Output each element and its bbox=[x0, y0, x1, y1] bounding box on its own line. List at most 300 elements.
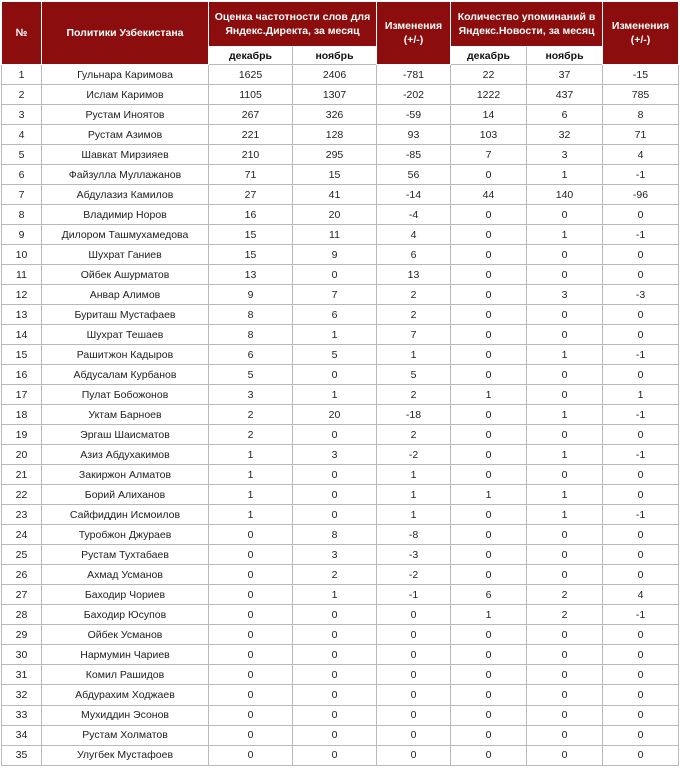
cell-number: 8 bbox=[2, 205, 42, 225]
cell-direct-dec: 0 bbox=[209, 585, 293, 605]
cell-news-dec: 0 bbox=[451, 645, 527, 665]
cell-politician-name: Файзулла Муллажанов bbox=[42, 165, 209, 185]
cell-politician-name: Ойбек Усманов bbox=[42, 625, 209, 645]
table-row bbox=[2, 745, 679, 765]
cell-news-nov: 437 bbox=[527, 85, 603, 105]
table-row bbox=[2, 505, 679, 525]
cell-news-dec: 14 bbox=[451, 105, 527, 125]
cell-news-dec: 0 bbox=[451, 365, 527, 385]
table-row bbox=[2, 545, 679, 565]
cell-change2: 0 bbox=[603, 245, 679, 265]
col-change1-header: Изменения (+/-) bbox=[377, 2, 451, 65]
table-body bbox=[2, 65, 679, 766]
table-row bbox=[2, 685, 679, 705]
cell-news-dec: 1 bbox=[451, 485, 527, 505]
cell-direct-dec: 15 bbox=[209, 225, 293, 245]
table-row bbox=[2, 145, 679, 165]
cell-change2: 0 bbox=[603, 565, 679, 585]
cell-change2: 0 bbox=[603, 705, 679, 725]
cell-politician-name: Мухиддин Эсонов bbox=[42, 705, 209, 725]
cell-direct-nov: 2 bbox=[293, 565, 377, 585]
cell-change2: 0 bbox=[603, 525, 679, 545]
cell-number: 33 bbox=[2, 705, 42, 725]
table-row bbox=[2, 405, 679, 425]
cell-news-nov: 2 bbox=[527, 585, 603, 605]
table-row bbox=[2, 285, 679, 305]
cell-news-nov: 0 bbox=[527, 265, 603, 285]
cell-politician-name: Баходир Юсупов bbox=[42, 605, 209, 625]
cell-news-dec: 1 bbox=[451, 605, 527, 625]
cell-number: 9 bbox=[2, 225, 42, 245]
col-direct-group-header: Оценка частотности слов для Яндекс.Директа, за месяц bbox=[209, 2, 377, 47]
cell-number: 14 bbox=[2, 325, 42, 345]
cell-direct-dec: 1625 bbox=[209, 65, 293, 85]
cell-direct-nov: 326 bbox=[293, 105, 377, 125]
cell-news-dec: 0 bbox=[451, 165, 527, 185]
cell-news-dec: 0 bbox=[451, 465, 527, 485]
cell-news-dec: 0 bbox=[451, 545, 527, 565]
table-row bbox=[2, 365, 679, 385]
subheader-direct-dec: декабрь bbox=[209, 47, 293, 65]
cell-politician-name: Дилором Ташмухамедова bbox=[42, 225, 209, 245]
cell-news-nov: 37 bbox=[527, 65, 603, 85]
cell-change1: -4 bbox=[377, 205, 451, 225]
cell-change1: 13 bbox=[377, 265, 451, 285]
cell-politician-name: Рашитжон Кадыров bbox=[42, 345, 209, 365]
cell-direct-nov: 1 bbox=[293, 385, 377, 405]
cell-direct-dec: 1 bbox=[209, 445, 293, 465]
cell-number: 5 bbox=[2, 145, 42, 165]
cell-politician-name: Закиржон Алматов bbox=[42, 465, 209, 485]
cell-direct-dec: 0 bbox=[209, 705, 293, 725]
cell-direct-nov: 0 bbox=[293, 725, 377, 745]
cell-direct-nov: 6 bbox=[293, 305, 377, 325]
cell-news-dec: 0 bbox=[451, 205, 527, 225]
cell-change2: 71 bbox=[603, 125, 679, 145]
cell-change2: -1 bbox=[603, 345, 679, 365]
cell-direct-nov: 3 bbox=[293, 545, 377, 565]
cell-change1: 6 bbox=[377, 245, 451, 265]
cell-news-nov: 2 bbox=[527, 605, 603, 625]
cell-number: 17 bbox=[2, 385, 42, 405]
cell-direct-dec: 267 bbox=[209, 105, 293, 125]
cell-change1: -202 bbox=[377, 85, 451, 105]
cell-news-dec: 0 bbox=[451, 525, 527, 545]
table-row bbox=[2, 245, 679, 265]
cell-change1: 2 bbox=[377, 305, 451, 325]
cell-direct-dec: 5 bbox=[209, 365, 293, 385]
cell-news-nov: 140 bbox=[527, 185, 603, 205]
table-row bbox=[2, 165, 679, 185]
cell-change1: 2 bbox=[377, 385, 451, 405]
cell-direct-dec: 13 bbox=[209, 265, 293, 285]
cell-change2: 0 bbox=[603, 665, 679, 685]
table-row bbox=[2, 445, 679, 465]
cell-number: 26 bbox=[2, 565, 42, 585]
cell-number: 16 bbox=[2, 365, 42, 385]
cell-news-nov: 0 bbox=[527, 325, 603, 345]
cell-change2: -3 bbox=[603, 285, 679, 305]
cell-direct-dec: 1 bbox=[209, 485, 293, 505]
table-row bbox=[2, 725, 679, 745]
cell-change2: 8 bbox=[603, 105, 679, 125]
cell-politician-name: Анвар Алимов bbox=[42, 285, 209, 305]
cell-politician-name: Шавкат Мирзияев bbox=[42, 145, 209, 165]
cell-change2: 0 bbox=[603, 645, 679, 665]
cell-news-dec: 0 bbox=[451, 305, 527, 325]
cell-direct-nov: 0 bbox=[293, 645, 377, 665]
cell-politician-name: Уктам Барноев bbox=[42, 405, 209, 425]
cell-number: 7 bbox=[2, 185, 42, 205]
cell-direct-nov: 0 bbox=[293, 745, 377, 765]
cell-change1: 0 bbox=[377, 745, 451, 765]
cell-news-dec: 0 bbox=[451, 405, 527, 425]
cell-politician-name: Туробжон Джураев bbox=[42, 525, 209, 545]
cell-number: 15 bbox=[2, 345, 42, 365]
cell-number: 6 bbox=[2, 165, 42, 185]
cell-politician-name: Ахмад Усманов bbox=[42, 565, 209, 585]
cell-news-dec: 1 bbox=[451, 385, 527, 405]
cell-change2: 0 bbox=[603, 745, 679, 765]
cell-news-dec: 0 bbox=[451, 345, 527, 365]
cell-direct-dec: 2 bbox=[209, 405, 293, 425]
cell-news-nov: 0 bbox=[527, 705, 603, 725]
cell-change1: 0 bbox=[377, 605, 451, 625]
cell-change1: -59 bbox=[377, 105, 451, 125]
cell-direct-nov: 0 bbox=[293, 605, 377, 625]
cell-news-nov: 0 bbox=[527, 645, 603, 665]
cell-direct-dec: 1105 bbox=[209, 85, 293, 105]
cell-number: 30 bbox=[2, 645, 42, 665]
cell-news-nov: 0 bbox=[527, 245, 603, 265]
cell-news-dec: 6 bbox=[451, 585, 527, 605]
cell-politician-name: Шухрат Тешаев bbox=[42, 325, 209, 345]
cell-politician-name: Абдулазиз Камилов bbox=[42, 185, 209, 205]
cell-news-nov: 0 bbox=[527, 205, 603, 225]
cell-news-dec: 0 bbox=[451, 285, 527, 305]
cell-change2: 785 bbox=[603, 85, 679, 105]
cell-change2: 0 bbox=[603, 685, 679, 705]
cell-news-nov: 6 bbox=[527, 105, 603, 125]
cell-change2: 0 bbox=[603, 325, 679, 345]
cell-number: 24 bbox=[2, 525, 42, 545]
cell-change1: -781 bbox=[377, 65, 451, 85]
cell-change1: 5 bbox=[377, 365, 451, 385]
cell-change1: 2 bbox=[377, 425, 451, 445]
cell-change2: -1 bbox=[603, 225, 679, 245]
cell-news-nov: 1 bbox=[527, 345, 603, 365]
cell-politician-name: Рустам Тухтабаев bbox=[42, 545, 209, 565]
cell-change2: 1 bbox=[603, 385, 679, 405]
cell-direct-dec: 0 bbox=[209, 645, 293, 665]
cell-number: 27 bbox=[2, 585, 42, 605]
cell-politician-name: Ислам Каримов bbox=[42, 85, 209, 105]
cell-news-nov: 3 bbox=[527, 285, 603, 305]
cell-news-dec: 0 bbox=[451, 745, 527, 765]
cell-news-dec: 22 bbox=[451, 65, 527, 85]
cell-politician-name: Комил Рашидов bbox=[42, 665, 209, 685]
cell-politician-name: Абдусалам Курбанов bbox=[42, 365, 209, 385]
cell-news-nov: 0 bbox=[527, 305, 603, 325]
cell-number: 35 bbox=[2, 745, 42, 765]
cell-change1: 1 bbox=[377, 485, 451, 505]
cell-number: 1 bbox=[2, 65, 42, 85]
cell-direct-nov: 1 bbox=[293, 585, 377, 605]
table-row bbox=[2, 125, 679, 145]
cell-news-dec: 0 bbox=[451, 725, 527, 745]
cell-direct-dec: 71 bbox=[209, 165, 293, 185]
cell-news-nov: 32 bbox=[527, 125, 603, 145]
table-row bbox=[2, 625, 679, 645]
cell-change2: 0 bbox=[603, 205, 679, 225]
cell-change2: -1 bbox=[603, 445, 679, 465]
cell-change1: 2 bbox=[377, 285, 451, 305]
table-row bbox=[2, 225, 679, 245]
table-row bbox=[2, 185, 679, 205]
col-change2-header: Изменения (+/-) bbox=[603, 2, 679, 65]
cell-news-dec: 7 bbox=[451, 145, 527, 165]
cell-number: 4 bbox=[2, 125, 42, 145]
subheader-direct-nov: ноябрь bbox=[293, 47, 377, 65]
cell-direct-dec: 210 bbox=[209, 145, 293, 165]
cell-news-nov: 0 bbox=[527, 725, 603, 745]
cell-direct-nov: 2406 bbox=[293, 65, 377, 85]
cell-change2: 0 bbox=[603, 725, 679, 745]
cell-number: 19 bbox=[2, 425, 42, 445]
cell-news-nov: 0 bbox=[527, 685, 603, 705]
cell-number: 3 bbox=[2, 105, 42, 125]
cell-change1: 1 bbox=[377, 505, 451, 525]
cell-change1: 0 bbox=[377, 625, 451, 645]
cell-direct-nov: 295 bbox=[293, 145, 377, 165]
cell-direct-dec: 0 bbox=[209, 665, 293, 685]
cell-direct-nov: 15 bbox=[293, 165, 377, 185]
cell-direct-dec: 1 bbox=[209, 505, 293, 525]
col-politicians-header: Политики Узбекистана bbox=[42, 2, 209, 65]
cell-politician-name: Буриташ Мустафаев bbox=[42, 305, 209, 325]
cell-direct-dec: 2 bbox=[209, 425, 293, 445]
table-row bbox=[2, 705, 679, 725]
cell-news-nov: 0 bbox=[527, 385, 603, 405]
cell-direct-dec: 0 bbox=[209, 685, 293, 705]
cell-politician-name: Рустам Азимов bbox=[42, 125, 209, 145]
table-row bbox=[2, 205, 679, 225]
cell-news-dec: 1222 bbox=[451, 85, 527, 105]
table-row bbox=[2, 605, 679, 625]
cell-change1: 7 bbox=[377, 325, 451, 345]
cell-change2: 0 bbox=[603, 625, 679, 645]
cell-politician-name: Нармумин Чариев bbox=[42, 645, 209, 665]
cell-direct-nov: 0 bbox=[293, 705, 377, 725]
cell-politician-name: Рустам Иноятов bbox=[42, 105, 209, 125]
cell-news-nov: 0 bbox=[527, 365, 603, 385]
cell-change2: -96 bbox=[603, 185, 679, 205]
cell-direct-nov: 0 bbox=[293, 665, 377, 685]
cell-change2: 0 bbox=[603, 545, 679, 565]
table-row bbox=[2, 485, 679, 505]
cell-number: 25 bbox=[2, 545, 42, 565]
cell-direct-nov: 3 bbox=[293, 445, 377, 465]
cell-news-nov: 1 bbox=[527, 485, 603, 505]
cell-direct-dec: 9 bbox=[209, 285, 293, 305]
cell-politician-name: Сайфиддин Исмоилов bbox=[42, 505, 209, 525]
table-row bbox=[2, 665, 679, 685]
table-row bbox=[2, 345, 679, 365]
cell-politician-name: Эргаш Шаисматов bbox=[42, 425, 209, 445]
cell-change1: -1 bbox=[377, 585, 451, 605]
cell-news-nov: 0 bbox=[527, 425, 603, 445]
cell-change1: 1 bbox=[377, 345, 451, 365]
cell-news-dec: 0 bbox=[451, 445, 527, 465]
cell-news-dec: 44 bbox=[451, 185, 527, 205]
subheader-news-dec: декабрь bbox=[451, 47, 527, 65]
cell-change1: -8 bbox=[377, 525, 451, 545]
cell-change1: -14 bbox=[377, 185, 451, 205]
cell-news-dec: 0 bbox=[451, 685, 527, 705]
cell-direct-dec: 3 bbox=[209, 385, 293, 405]
table-header bbox=[2, 2, 679, 65]
cell-politician-name: Шухрат Ганиев bbox=[42, 245, 209, 265]
cell-news-nov: 0 bbox=[527, 525, 603, 545]
cell-news-dec: 0 bbox=[451, 225, 527, 245]
cell-change1: 0 bbox=[377, 725, 451, 745]
cell-direct-nov: 7 bbox=[293, 285, 377, 305]
cell-news-nov: 0 bbox=[527, 665, 603, 685]
cell-news-dec: 103 bbox=[451, 125, 527, 145]
table-row bbox=[2, 265, 679, 285]
table-row bbox=[2, 105, 679, 125]
cell-change1: -18 bbox=[377, 405, 451, 425]
cell-direct-dec: 221 bbox=[209, 125, 293, 145]
cell-change2: 0 bbox=[603, 425, 679, 445]
cell-change1: -2 bbox=[377, 565, 451, 585]
cell-number: 18 bbox=[2, 405, 42, 425]
cell-change1: 0 bbox=[377, 685, 451, 705]
cell-news-nov: 3 bbox=[527, 145, 603, 165]
cell-direct-nov: 1307 bbox=[293, 85, 377, 105]
cell-politician-name: Борий Алиханов bbox=[42, 485, 209, 505]
cell-news-dec: 0 bbox=[451, 265, 527, 285]
cell-politician-name: Ойбек Ашурматов bbox=[42, 265, 209, 285]
cell-news-dec: 0 bbox=[451, 625, 527, 645]
cell-change2: -1 bbox=[603, 505, 679, 525]
cell-politician-name: Гульнара Каримова bbox=[42, 65, 209, 85]
cell-news-nov: 0 bbox=[527, 545, 603, 565]
table-row bbox=[2, 385, 679, 405]
cell-change2: -1 bbox=[603, 405, 679, 425]
cell-change2: 0 bbox=[603, 485, 679, 505]
cell-news-dec: 0 bbox=[451, 665, 527, 685]
table-row bbox=[2, 85, 679, 105]
cell-direct-nov: 5 bbox=[293, 345, 377, 365]
cell-direct-dec: 15 bbox=[209, 245, 293, 265]
cell-number: 29 bbox=[2, 625, 42, 645]
cell-direct-dec: 6 bbox=[209, 345, 293, 365]
cell-change2: 4 bbox=[603, 145, 679, 165]
cell-direct-nov: 8 bbox=[293, 525, 377, 545]
table-row bbox=[2, 565, 679, 585]
cell-direct-nov: 0 bbox=[293, 265, 377, 285]
cell-direct-dec: 0 bbox=[209, 545, 293, 565]
table-row bbox=[2, 645, 679, 665]
cell-number: 22 bbox=[2, 485, 42, 505]
table-row bbox=[2, 585, 679, 605]
cell-direct-dec: 0 bbox=[209, 625, 293, 645]
cell-number: 20 bbox=[2, 445, 42, 465]
cell-direct-dec: 1 bbox=[209, 465, 293, 485]
cell-change2: 0 bbox=[603, 465, 679, 485]
table-row bbox=[2, 325, 679, 345]
cell-direct-nov: 0 bbox=[293, 465, 377, 485]
politicians-table bbox=[1, 1, 679, 766]
cell-change2: 0 bbox=[603, 265, 679, 285]
cell-change1: -3 bbox=[377, 545, 451, 565]
cell-number: 21 bbox=[2, 465, 42, 485]
cell-news-dec: 0 bbox=[451, 325, 527, 345]
cell-direct-dec: 0 bbox=[209, 745, 293, 765]
cell-change1: 0 bbox=[377, 705, 451, 725]
cell-change1: 56 bbox=[377, 165, 451, 185]
cell-number: 23 bbox=[2, 505, 42, 525]
cell-number: 12 bbox=[2, 285, 42, 305]
cell-news-dec: 0 bbox=[451, 505, 527, 525]
cell-direct-nov: 11 bbox=[293, 225, 377, 245]
cell-number: 31 bbox=[2, 665, 42, 685]
cell-news-nov: 1 bbox=[527, 445, 603, 465]
col-number-header: № bbox=[2, 2, 42, 65]
cell-news-nov: 0 bbox=[527, 745, 603, 765]
cell-politician-name: Рустам Холматов bbox=[42, 725, 209, 745]
cell-direct-dec: 0 bbox=[209, 725, 293, 745]
cell-news-dec: 0 bbox=[451, 565, 527, 585]
cell-change2: -15 bbox=[603, 65, 679, 85]
cell-change2: 0 bbox=[603, 365, 679, 385]
cell-news-nov: 0 bbox=[527, 565, 603, 585]
table-row bbox=[2, 65, 679, 85]
table-row bbox=[2, 305, 679, 325]
cell-direct-dec: 8 bbox=[209, 305, 293, 325]
cell-news-nov: 1 bbox=[527, 505, 603, 525]
cell-politician-name: Азиз Абдухакимов bbox=[42, 445, 209, 465]
cell-direct-dec: 0 bbox=[209, 525, 293, 545]
cell-direct-nov: 20 bbox=[293, 405, 377, 425]
cell-change1: -85 bbox=[377, 145, 451, 165]
cell-direct-nov: 41 bbox=[293, 185, 377, 205]
cell-number: 28 bbox=[2, 605, 42, 625]
cell-direct-nov: 1 bbox=[293, 325, 377, 345]
cell-politician-name: Улугбек Мустафоев bbox=[42, 745, 209, 765]
cell-direct-nov: 0 bbox=[293, 425, 377, 445]
cell-politician-name: Владимир Норов bbox=[42, 205, 209, 225]
cell-direct-nov: 0 bbox=[293, 365, 377, 385]
cell-direct-nov: 0 bbox=[293, 685, 377, 705]
cell-news-dec: 0 bbox=[451, 425, 527, 445]
table-row bbox=[2, 425, 679, 445]
cell-change2: -1 bbox=[603, 605, 679, 625]
cell-direct-nov: 128 bbox=[293, 125, 377, 145]
cell-news-nov: 0 bbox=[527, 465, 603, 485]
table-row bbox=[2, 525, 679, 545]
cell-change2: 4 bbox=[603, 585, 679, 605]
cell-news-dec: 0 bbox=[451, 705, 527, 725]
cell-politician-name: Пулат Бобожонов bbox=[42, 385, 209, 405]
cell-number: 11 bbox=[2, 265, 42, 285]
cell-number: 32 bbox=[2, 685, 42, 705]
table-row bbox=[2, 465, 679, 485]
cell-direct-nov: 0 bbox=[293, 485, 377, 505]
cell-politician-name: Абдурахим Ходжаев bbox=[42, 685, 209, 705]
cell-direct-nov: 0 bbox=[293, 625, 377, 645]
